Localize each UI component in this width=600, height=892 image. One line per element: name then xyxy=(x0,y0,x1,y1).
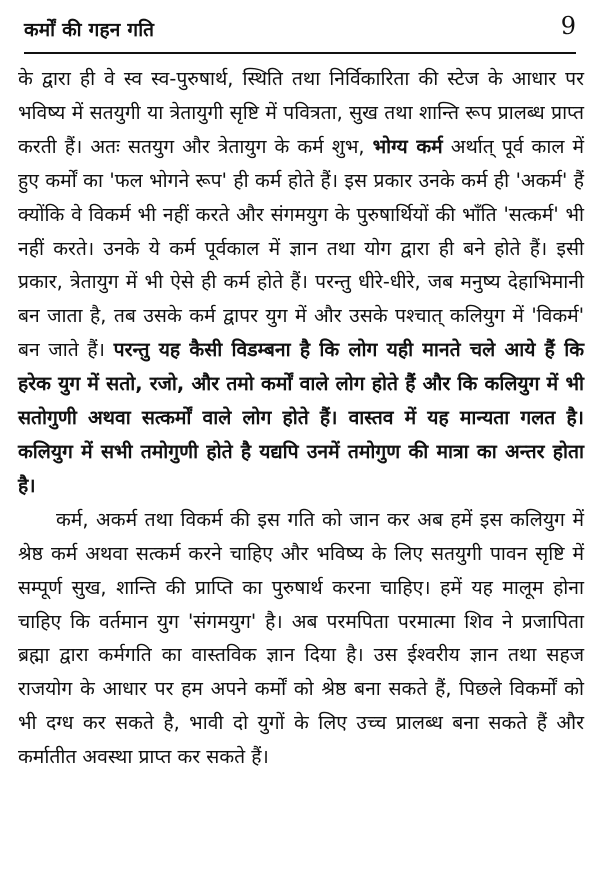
body-text xyxy=(18,62,584,774)
paragraph-1 xyxy=(18,62,584,503)
text-segment: कर्म, अकर्म तथा विकर्म की इस गति को जान कर अब हमें इस कलियुग में श्रेष्ठ कर्म अथवा सत्कर्म करने चाहिए और भविष्य के लिए सतयुगी पावन सृष्टि में सम्पूर्ण सुख, शान्ति की प्राप्ति का पुरुषार्थ करना चाहिए। हमें यह मालूम होना चाहिए कि वर्तमान युग 'संगमयुग' है। अब परमपिता परमात्मा शिव ने प्रजापिता ब्रह्मा द्वारा कर्मगति का वास्तविक ज्ञान दिया है। उस ईश्वरीय ज्ञान तथा सहज राजयोग के आधार पर हम अपने कर्मों को श्रेष्ठ बना सकते हैं, पिछले विकर्मों को भी दग्ध कर सकते है, भावी दो युगों के लिए उच्च प्रालब्ध बना सकते हैं और कर्मातीत अवस्था प्राप्त कर सकते हैं। xyxy=(18,507,584,769)
page-number: 9 xyxy=(560,12,576,40)
running-title: कर्मों की गहन गति xyxy=(24,19,155,41)
bold-text-segment: भोग्य कर्म xyxy=(372,134,443,158)
text-segment: अर्थात् पूर्व काल में हुए कर्मों का 'फल भोगने रूप' ही कर्म होते हैं। इस प्रकार उनके कर्म ही 'अकर्म' हैं क्योंकि वे विकर्म भी नहीं करते और संगमयुग के पुरुषार्थियों की भाँति 'सत्कर्म' भी नहीं करते। उनके ये कर्म पूर्वकाल में ज्ञान तथा योग द्वारा ही बने होते हैं। इसी प्रकार, त्रेतायुग में भी ऐसे ही कर्म होते हैं। परन्तु धीरे-धीरे, जब मनुष्य देहाभिमानी बन जाता है, तब उसके कर्म द्वापर युग में और उसके पश्चात् कलियुग में 'विकर्म' बन जाते हैं। xyxy=(18,134,584,362)
paragraph-2 xyxy=(18,503,584,774)
text-segment: के द्वारा ही वे स्व स्व-पुरुषार्थ, स्थिति तथा निर्विकारिता की स्टेज के आधार पर भविष्य में सतयुगी या त्रेतायुगी सृष्टि में पवित्रता, सुख तथा शान्ति रूप प्रालब्ध प्राप्त करती हैं। अतः सतयुग और त्रेतायुग के कर्म शुभ, xyxy=(18,67,584,158)
bold-text-segment: परन्तु यह कैसी विडम्बना है कि लोग यही मानते चले आये हैं कि हरेक युग में सतो, रजो, और तमो कर्मों वाले लोग होते हैं और कि कलियुग में भी सतोगुणी अथवा सत्कर्मों वाले लोग होते हैं। वास्तव में यह मान्यता गलत है। कलियुग में सभी तमोगुणी होते है यद्यपि उनमें तमोगुण की मात्रा का अन्तर होता है। xyxy=(18,338,584,497)
page-header xyxy=(24,0,576,54)
